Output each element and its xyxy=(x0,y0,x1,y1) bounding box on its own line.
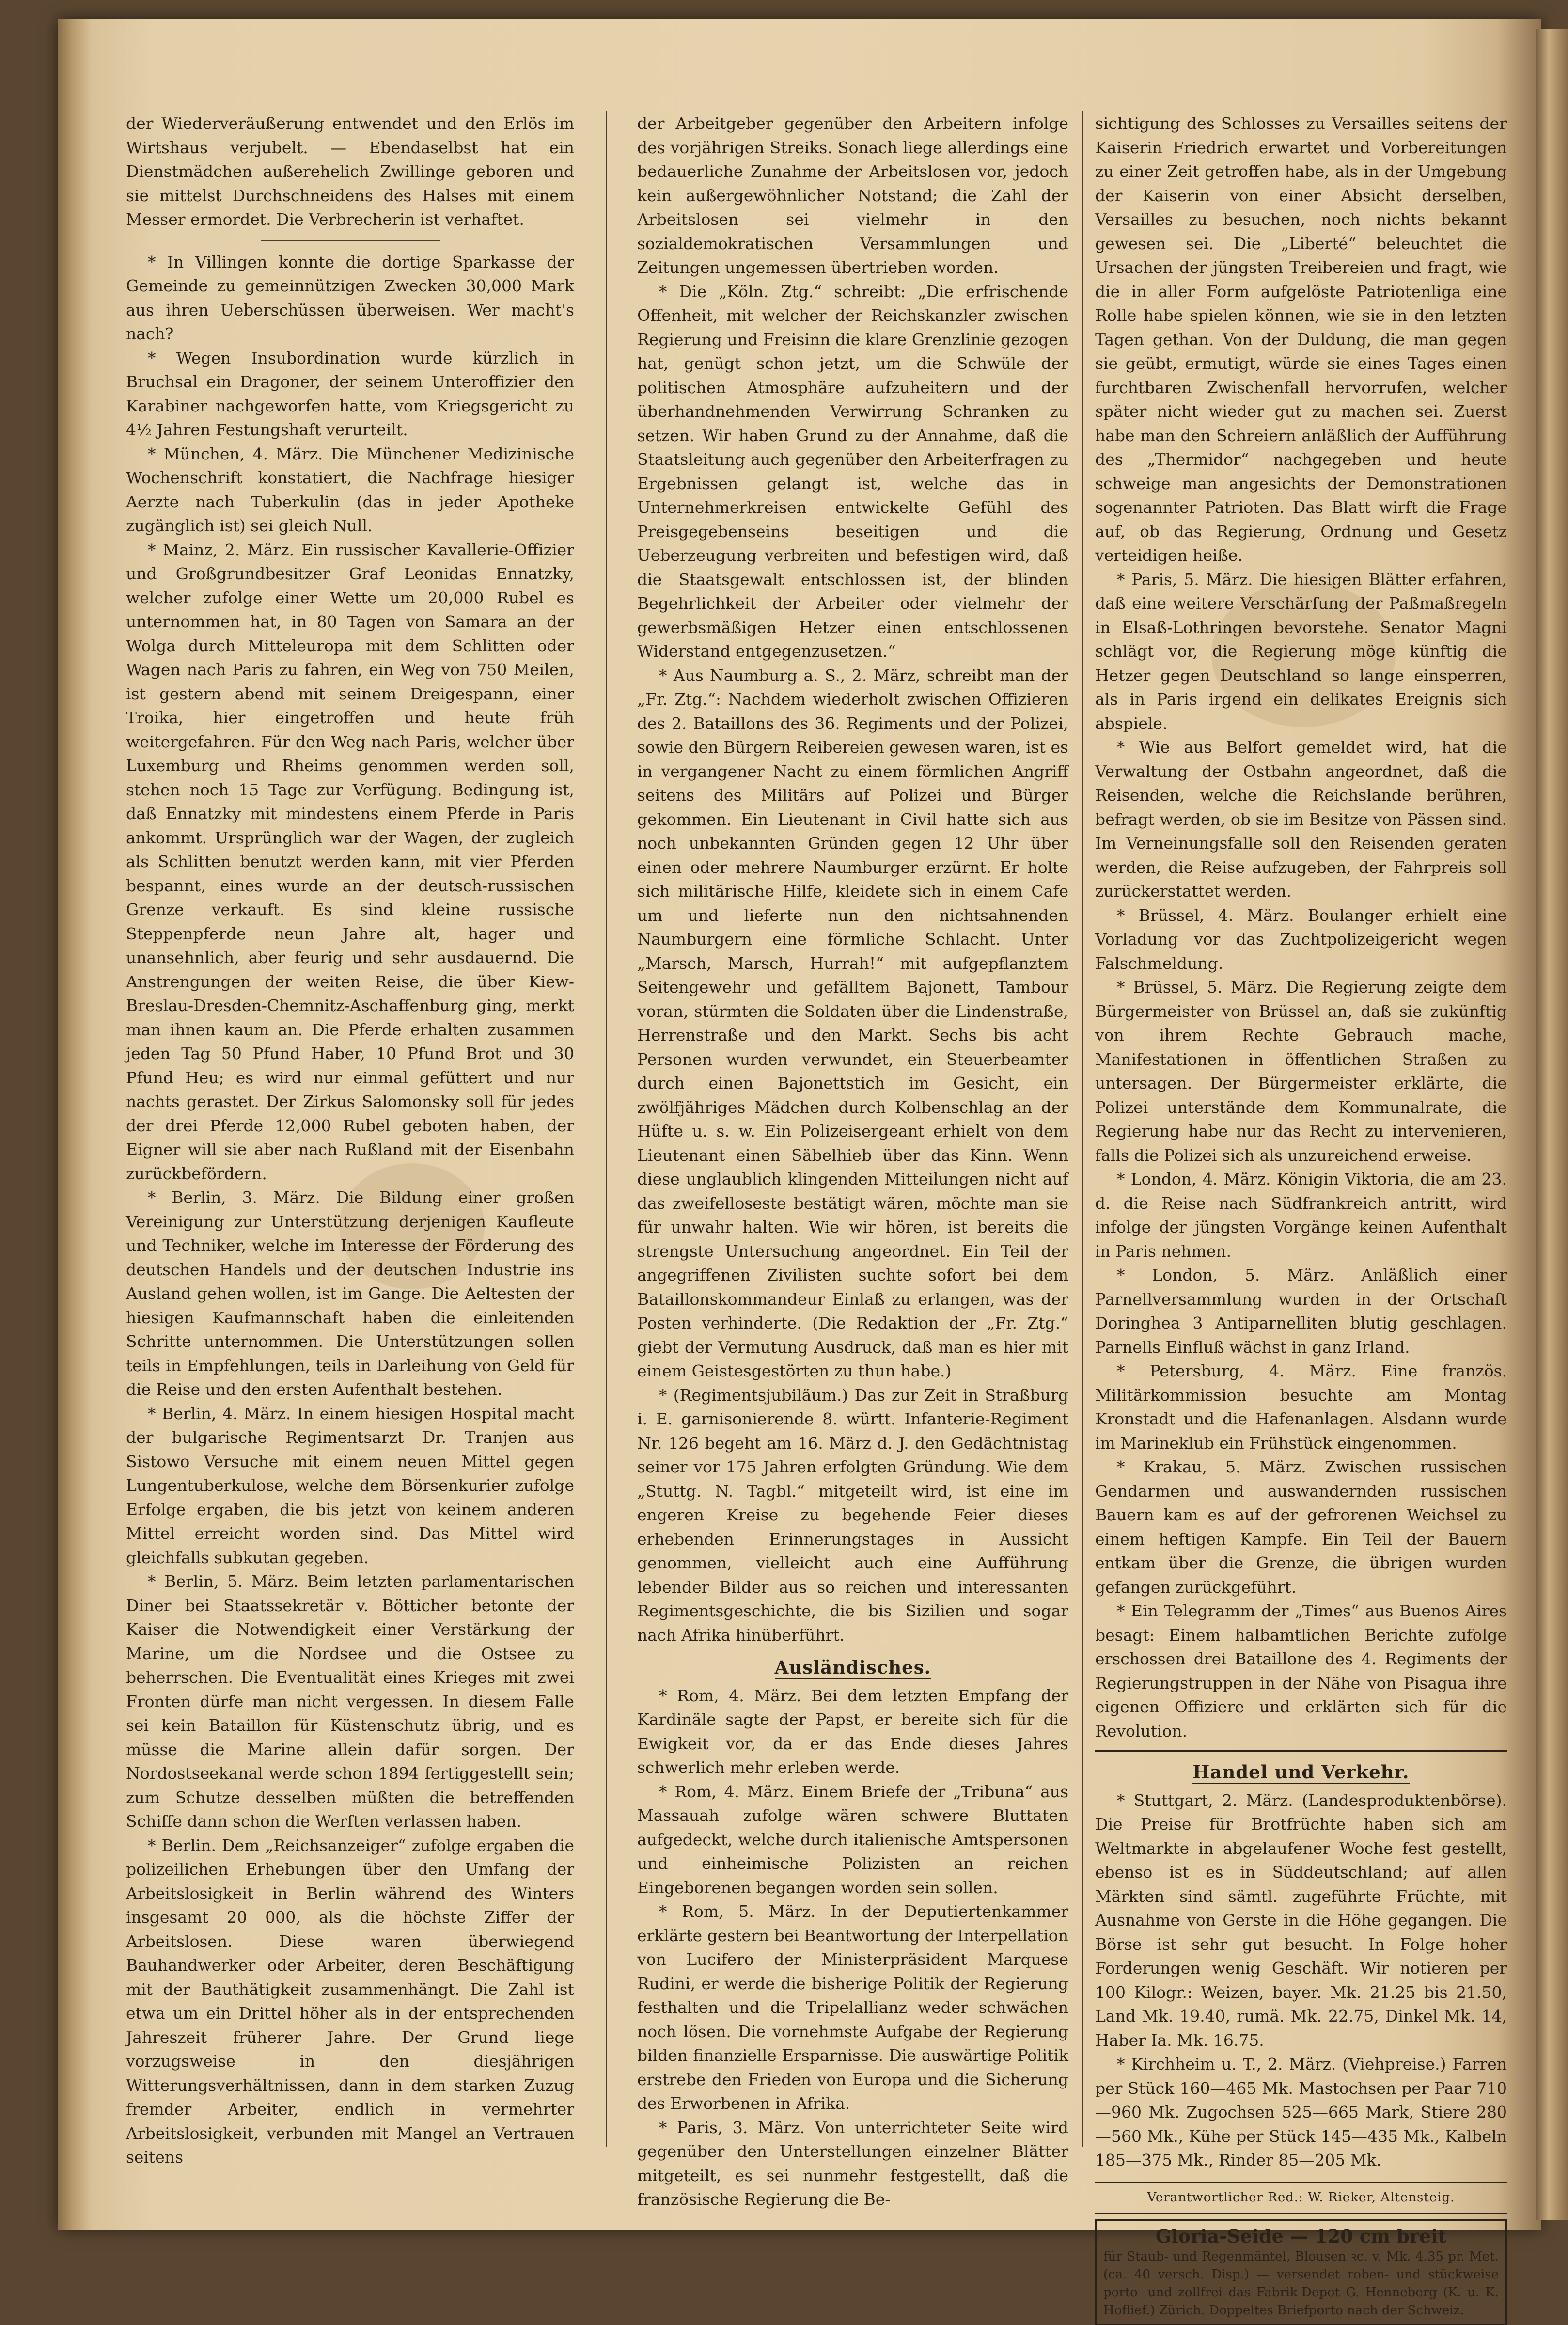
article-paragraph: * (Regimentsjubiläum.) Das zur Zeit in Straßburg i. E. garnisonierende 8. württ. Infanterie-Regiment Nr. 126 begeht am 16. März d. J. den Gedächtnistag seiner vor 175 Jahren erfolgten Gründung. Wie dem „Stuttg. N. Tagbl.“ mitgeteilt wird, ist eine im engeren Kreise zu begehende Feier dieses erhebenden Erinnerungstages in Aussicht genommen, vielleicht auch eine Aufführung lebender Bilder aus so reichen und interessanten Regimentsgeschichte, die bis Sizilien und sogar nach Afrika hinüberführt. xyxy=(637,1385,1068,1645)
article-paragraph: * London, 5. März. Anläßlich einer Parnellversammlung wurden in der Ortschaft Doringhea 3 Antiparnelliten blutig geschlagen. Parnells Einfluß wächst in ganz Irland. xyxy=(1095,1265,1507,1357)
article-paragraph: * Berlin. Dem „Reichsanzeiger“ zufolge ergaben die polizeilichen Erhebungen über den Umfang der Arbeitslosigkeit in Berlin während des Winters insgesamt 20 000, als die höchste Ziffer der Arbeitslosen. Diese waren überwiegend Bauhandwerker oder Arbeiter, deren Beschäftigung mit der Bauthätigkeit zusammenhängt. Die Zahl ist etwa um ein Drittel höher als in der entsprechenden Jahreszeit früherer Jahre. Der Grund liege vorzugsweise in den diesjährigen Witterungsverhältnissen, dann in dem starken Zuzug fremder Arbeiter, endlich in vermehrter Arbeitslosigkeit, verbunden mit Mangel an Vertrauen seitens xyxy=(126,1835,574,2167)
ad-headline: Gloria-Seide — 120 cm breit xyxy=(1155,2225,1447,2247)
article-paragraph: der Wiederveräußerung entwendet und den Erlös im Wirtshaus verjubelt. — Ebendaselbst hat ein Dienstmädchen außerehelich Zwillinge geboren und sie mittelst Durchschneidens des Halses mit einem Messer ermordet. Die Verbrecherin ist verhaftet. xyxy=(126,114,574,229)
newspaper-page xyxy=(126,111,1507,2318)
article-paragraph: * London, 4. März. Königin Viktoria, die am 23. d. die Reise nach Südfrankreich antritt, wird infolge der jüngsten Vorgänge keinen Aufenthalt in Paris nehmen. xyxy=(1095,1170,1507,1261)
column-2 xyxy=(637,111,1068,2209)
article-paragraph: der Arbeitgeber gegenüber den Arbeitern infolge des vorjährigen Streiks. Sonach liege allerdings eine bedauerliche Zunahme der Arbeitslosen vor, jedoch kein außergewöhnlicher Notstand; die Zahl der Arbeitslosen sei vielmehr in den sozialdemokratischen Versammlungen und Zeitungen ungemessen übertrieben worden. xyxy=(637,114,1068,277)
column-rule xyxy=(1082,111,1083,2147)
section-heading xyxy=(637,1656,1068,1680)
next-page-edge xyxy=(1536,29,1568,2220)
article-paragraph: * Berlin, 3. März. Die Bildung einer großen Vereinigung zur Unterstützung derjenigen Kaufleute und Techniker, welche im Interesse der Förderung des deutschen Handels und der deutschen Industrie ins Ausland gehen wollen, ist im Gange. Die Aeltesten der hiesigen Kaufmannschaft haben die einleitenden Schritte unternommen. Die Unterstützungen sollen teils in Empfehlungen, teils in Darleihung von Geld für die Reise und den ersten Aufenthalt bestehen. xyxy=(126,1188,574,1399)
article-paragraph: * Mainz, 2. März. Ein russischer Kavallerie-Offizier und Großgrundbesitzer Graf Leonidas Ennatzky, welcher zufolge einer Wette um 20,000 Rubel es unternommen hat, in 80 Tagen von Samara an der Wolga durch Mitteleuropa mit dem Schlitten oder Wagen nach Paris zu fahren, ein Weg von 750 Meilen, ist gestern abend mit seinem Dreigespann, einer Troika, hier eingetroffen und heute früh weitergefahren. Für den Weg nach Paris, welcher über Luxemburg und Rheims genommen werden soll, stehen noch 15 Tage zur Verfügung. Bedingung ist, daß Ennatzky mit mindestens einem Pferde in Paris ankommt. Ursprünglich war der Wagen, der zugleich als Schlitten benutzt werden kann, mit vier Pferden bespannt, eines wurde an der deutsch-russischen Grenze verkauft. Es sind kleine russische Steppenpferde neun Jahre alt, hager und unansehnlich, aber feurig und sehr ausdauernd. Die Anstrengungen der weiten Reise, die über Kiew-Breslau-Dresden-Chemnitz-Aschaffenburg ging, merkt man ihnen kaum an. Die Pferde erhalten zusammen jeden Tag 50 Pfund Haber, 10 Pfund Brot und 30 Pfund Heu; es wird nur einmal gefüttert und nur nachts gerastet. Der Zirkus Salomonsky soll für jedes der drei Pferde 12,000 Rubel geboten haben, der Eigner will sie aber nach Rußland mit der Eisenbahn zurückbefördern. xyxy=(126,540,574,1183)
article-paragraph: sichtigung des Schlosses zu Versailles seitens der Kaiserin Friedrich erwartet und Vorbereitungen zu einer Zeit getroffen habe, als in der Umgebung der Kaiserin von einer Absicht derselben, Versailles zu besuchen, noch nichts bekannt gewesen sei. Die „Liberté“ beleuchtet die Ursachen der jüngsten Treibereien und fragt, wie die in aller Form aufgelöste Patriotenliga eine Rolle habe spielen können, wie sie in den letzten Tagen gethan. Von der Duldung, die man gegen sie geübt, ermutigt, würde sie eines Tages einen furchtbaren Zwischenfall hervorrufen, welcher später nicht wieder gut zu machen sei. Zuerst habe man den Schreiern anläßlich der Aufführung des „Thermidor“ nachgegeben und heute schweige man angesichts der Demonstrationen sogenannter Patrioten. Das Blatt wirft die Frage auf, ob das Regierung, Ordnung und Gesetz verteidigen heiße. xyxy=(1095,114,1507,565)
column-3 xyxy=(1095,111,1507,2318)
ad-body: für Staub- und Regenmäntel, Blousen ꝛc. v. Mk. 4.35 pr. Met. (ca. 40 versch. Disp.) — versendet roben- und stückweise porto- und zollfrei das Fabrik-Depot G. Henneberg (K. u. K. Hoflief.) Zürich. Doppeltes Briefporto nach der Schweiz. xyxy=(1103,2249,1499,2318)
article-paragraph: * Rom, 5. März. In der Deputiertenkammer erklärte gestern bei Beantwortung der Interpellation von Lucifero der Ministerpräsident Marquese Rudini, er werde die bisherige Politik der Regierung festhalten und die Tripelallianz weder schwächen noch lösen. Die vornehmste Aufgabe der Regierung bilden finanzielle Ersparnisse. Die auswärtige Politik erstrebe den Frieden von Europa und die Sicherung des Erworbenen in Afrika. xyxy=(637,1902,1068,2113)
section-heading-text: Ausländisches. xyxy=(774,1657,931,1678)
section-heading-text: Handel und Verkehr. xyxy=(1192,1761,1410,1783)
column-1 xyxy=(126,111,574,2167)
section-heading xyxy=(1095,1760,1507,1785)
article-paragraph: * Die „Köln. Ztg.“ schreibt: „Die erfrischende Offenheit, mit welcher der Reichskanzler zwischen Regierung und Freisinn die klare Grenzlinie gezogen hat, genügt schon jetzt, um die Schwüle der politischen Atmosphäre aufzuheitern und der überhandnehmenden Verwirrung Schranken zu setzen. Wir haben Grund zu der Annahme, daß die Staatsleitung auch gegenüber den Arbeiterfragen zu Ergebnissen gelangt ist, welche das in Unternehmerkreisen entwickelte Gefühl des Preisgegebenseins beseitigen und die Ueberzeugung verbreiten und befestigen wird, daß die Staatsgewalt entschlossen ist, der blinden Begehrlichkeit der Arbeiter oder vielmehr der gewerbsmäßigen Hetzer einen entschlossenen Widerstand entgegenzusetzen.“ xyxy=(637,282,1068,661)
article-paragraph: * Kirchheim u. T., 2. März. (Viehpreise.) Farren per Stück 160—465 Mk. Mastochsen per Paar 710—960 Mk. Zugochsen 525—665 Mark, Stiere 280—560 Mk., Kühe per Stück 145—435 Mk., Kalbeln 185—375 Mk., Rinder 85—205 Mk. xyxy=(1095,2055,1507,2169)
article-paragraph: * Brüssel, 4. März. Boulanger erhielt eine Vorladung vor das Zuchtpolizeigericht wegen Falschmeldung. xyxy=(1095,905,1507,973)
article-paragraph: * Wie aus Belfort gemeldet wird, hat die Verwaltung der Ostbahn angeordnet, daß die Reisenden, welche die Reichslande berühren, befragt werden, ob sie im Besitze von Pässen sind. Im Verneinungsfalle soll den Reisenden geraten werden, die Reise aufzugeben, der Fahrpreis soll zurückerstattet werden. xyxy=(1095,738,1507,901)
article-paragraph: * Krakau, 5. März. Zwischen russischen Gendarmen und auswandernden russischen Bauern kam es auf der gefrorenen Weichsel zu einem heftigen Kampfe. Ein Teil der Bauern entkam über die Grenze, die übrigen wurden gefangen zurückgeführt. xyxy=(1095,1457,1507,1597)
article-paragraph: * Brüssel, 5. März. Die Regierung zeigte dem Bürgermeister von Brüssel an, daß sie zukünftig von ihrem Rechte Gebrauch mache, Manifestationen in öffentlichen Straßen zu untersagen. Der Bürgermeister erklärte, die Polizei unterstände dem Kommunalrate, die Regierung habe nur das Recht zu intervenieren, falls die Polizei sich als unzureichend erweise. xyxy=(1095,978,1507,1165)
article-paragraph: * Stuttgart, 2. März. (Landesproduktenbörse). Die Preise für Brotfrüchte haben sich am Weltmarkte in abgelaufener Woche fest gestellt, ebenso ist es in Süddeutschland; auf allen Märkten sind sämtl. zugeführte Früchte, mit Ausnahme von Gerste in die Höhe gegangen. Die Börse ist sehr gut besucht. In Folge hoher Forderungen wenig Geschäft. Wir notieren per 100 Kilogr.: Weizen, bayer. Mk. 21.25 bis 21.50, Land Mk. 19.40, rumä. Mk. 22.75, Dinkel Mk. 14, Haber Ia. Mk. 16.75. xyxy=(1095,1790,1507,2050)
editor-line: Verantwortlicher Red.: W. Rieker, Altensteig. xyxy=(1095,2182,1507,2214)
section-rule xyxy=(1095,1750,1507,1752)
separator xyxy=(261,240,440,241)
article-paragraph: * Ein Telegramm der „Times“ aus Buenos Aires besagt: Einem halbamtlichen Berichte zufolge erschossen drei Bataillone des 4. Regiments der Regierungstruppen in der Nähe von Pisagua ihre eigenen Offiziere und erklärten sich für die Revolution. xyxy=(1095,1601,1507,1740)
article-paragraph: * Berlin, 4. März. In einem hiesigen Hospital macht der bulgarische Regimentsarzt Dr. Tranjen aus Sistowo Versuche mit einem neuen Mittel gegen Lungentuberkulose, welche dem Börsenkurier zufolge Erfolge ergaben, die bis jetzt von keinem anderen Mittel erreicht worden sind. Das Mittel wird gleichfalls subkutan gegeben. xyxy=(126,1404,574,1567)
article-paragraph: * Paris, 5. März. Die hiesigen Blätter erfahren, daß eine weitere Verschärfung der Paßmaßregeln in Elsaß-Lothringen bevorstehe. Senator Magni schlägt vor, die Regierung möge künftig die Hetzer gegen Deutschland so lange einsperren, als in Paris irgend ein delikates Ereignis sich abspiele. xyxy=(1095,569,1507,733)
article-paragraph: * Berlin, 5. März. Beim letzten parlamentarischen Diner bei Staatssekretär v. Bötticher betonte der Kaiser die Notwendigkeit einer Verstärkung der Marine, um die Nordsee und die Ostsee zu beherrschen. Die Eventualität eines Krieges mit zwei Fronten dürfe man nicht vergessen. In diesem Falle sei kein Bataillon für Küstenschutz übrig, und es müsse die Marine allein dafür sorgen. Der Nordostseekanal werde schon 1894 fertiggestellt sein; zum Schutze desselben müßten die betreffenden Schiffe dann schon die Werften verlassen haben. xyxy=(126,1572,574,1831)
article-paragraph: * München, 4. März. Die Münchener Medizinische Wochenschrift konstatiert, die Nachfrage hiesiger Aerzte nach Tuberkulin (das in jeder Apotheke zugänglich ist) sei gleich Null. xyxy=(126,444,574,535)
article-paragraph: * Rom, 4. März. Einem Briefe der „Tribuna“ aus Massauah zufolge wären schwere Bluttaten aufgedeckt, welche durch italienische Amtspersonen und einheimische Polizisten an reichen Eingeborenen begangen worden sein sollen. xyxy=(637,1782,1068,1897)
article-paragraph: * Rom, 4. März. Bei dem letzten Empfang der Kardinäle sagte der Papst, er bereite sich für die Ewigkeit vor, da er das Ende dieses Jahres schwerlich mehr erleben werde. xyxy=(637,1686,1068,1777)
article-paragraph: * In Villingen konnte die dortige Sparkasse der Gemeinde zu gemeinnützigen Zwecken 30,000 Mark aus ihren Ueberschüssen überweisen. Wer macht's nach? xyxy=(126,252,574,343)
article-paragraph: * Paris, 3. März. Von unterrichteter Seite wird gegenüber den Unterstellungen einzelner Blätter mitgeteilt, es sei nunmehr festgestellt, daß die französische Regierung die Be- xyxy=(637,2118,1068,2209)
advertisement xyxy=(1095,2219,1507,2325)
article-paragraph: * Aus Naumburg a. S., 2. März, schreibt man der „Fr. Ztg.“: Nachdem wiederholt zwischen Offizieren des 2. Bataillons des 36. Regiments und der Polizei, sowie den Bürgern Reibereien gewesen waren, ist es in vergangener Nacht zu einem förmlichen Angriff seitens des Militärs auf Polizei und Bürger gekommen. Ein Lieutenant in Civil hatte sich aus noch unbekannten Gründen gegen 12 Uhr über einen oder mehrere Naumburger erzürnt. Er holte sich militärische Hilfe, kleidete sich in einem Cafe um und lieferte nun den nichtsahnenden Naumburgern eine förmliche Schlacht. Unter „Marsch, Marsch, Hurrah!“ mit aufgepflanztem Seitengewehr und gefälltem Bajonett, Tambour voran, stürmten die Soldaten über die Lindenstraße, Herrenstraße und den Markt. Sechs bis acht Personen wurden verwundet, ein Steuerbeamter durch einen Bajonettstich im Gesicht, ein zwölfjähriges Mädchen durch Kolbenschlag an der Hüfte u. s. w. Ein Polizeisergeant erhielt von dem Lieutenant einen Säbelhieb über das Kinn. Wenn diese unglaublich klingenden Mitteilungen nicht auf das zweifelloseste bestätigt wären, möchte man sie für unwahr halten. Wie wir hören, ist bereits die strengste Untersuchung angeordnet. Ein Teil der angegriffenen Zivilisten suchte sofort bei dem Bataillonskommandeur Einlaß zu erlangen, was der Posten verhinderte. (Die Redaktion der „Fr. Ztg.“ giebt der Vermutung Ausdruck, daß man es hier mit einem Geistesgestörten zu thun habe.) xyxy=(637,665,1068,1380)
article-paragraph: * Petersburg, 4. März. Eine französ. Militärkommission besuchte am Montag Kronstadt und die Hafenanlagen. Alsdann wurde im Marineklub ein Frühstück eingenommen. xyxy=(1095,1361,1507,1453)
article-paragraph: * Wegen Insubordination wurde kürzlich in Bruchsal ein Dragoner, der seinem Unteroffizier den Karabiner nachgeworfen hatte, vom Kriegsgericht zu 4½ Jahren Festungshaft verurteilt. xyxy=(126,348,574,439)
column-rule xyxy=(606,111,607,2147)
